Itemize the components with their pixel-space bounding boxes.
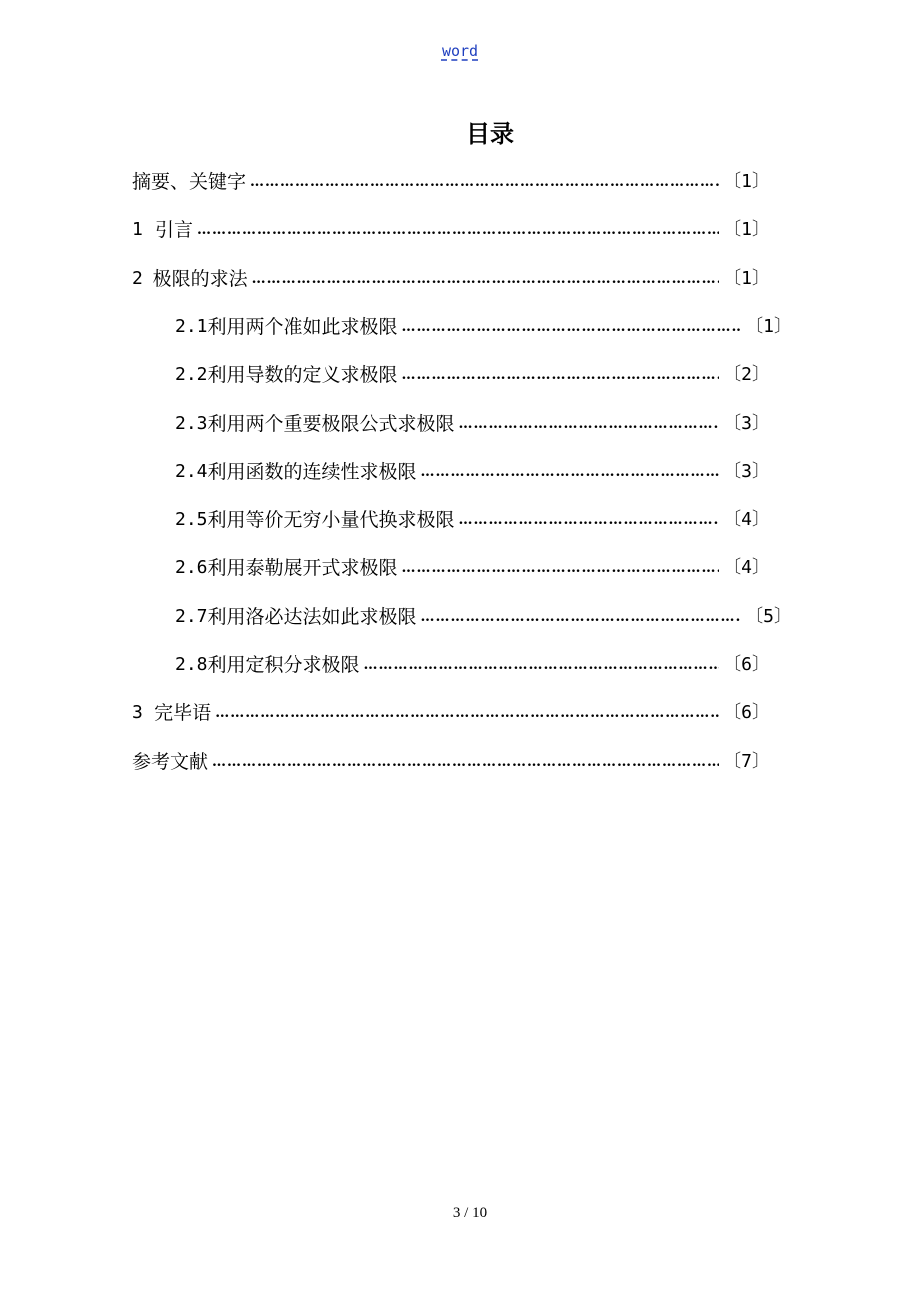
toc-dot-leader [364, 649, 720, 681]
toc-entry-2-4[interactable] [175, 456, 770, 488]
toc-dot-leader [197, 214, 719, 246]
toc-dot-leader [421, 601, 742, 633]
toc-entry-conclusion[interactable] [132, 697, 770, 729]
toc-entry-text: 利用两个重要极限公式求极限 [207, 412, 455, 435]
toc-dot-leader [402, 552, 720, 584]
toc-entry-2-1[interactable] [175, 311, 792, 343]
toc-entry-text: 利用泰勒展开式求极限 [207, 557, 398, 580]
toc-entry-number: 2.4 [175, 460, 208, 482]
toc-entry-2-8[interactable] [175, 649, 770, 681]
toc-entry-number: 1 [132, 219, 143, 241]
toc-entry-page: 〔3〕 [723, 412, 770, 434]
page-number-indicator: 3 / 10 [452, 1205, 488, 1221]
toc-dot-leader [459, 408, 720, 440]
toc-entry-number: 2.5 [175, 509, 208, 531]
toc-entry-number: 2.2 [175, 364, 208, 386]
toc-entry-text: 利用定积分求极限 [207, 654, 360, 676]
toc-entry-text: 摘要、关键字 [132, 171, 247, 193]
toc-entry-text: 参考文献 [132, 750, 209, 773]
toc-entry-page: 〔1〕 [723, 267, 770, 289]
toc-entry-page: 〔1〕 [723, 219, 770, 241]
toc-entry-abstract[interactable] [132, 166, 770, 198]
header-word-link[interactable] [0, 40, 920, 62]
toc-entry-number: 2.7 [175, 605, 208, 627]
toc-entry-text: 利用导数的定义求极限 [207, 364, 398, 387]
toc-entry-2-7[interactable] [175, 601, 792, 633]
toc-entry-number: 2 [132, 267, 143, 289]
toc-entry-page: 〔5〕 [745, 605, 792, 627]
toc-entry-number: 2.1 [175, 315, 208, 337]
toc-entry-page: 〔4〕 [723, 509, 770, 531]
toc-entry-page: 〔6〕 [723, 654, 770, 675]
toc-entry-2-6[interactable] [175, 552, 770, 584]
toc-entry-text: 利用函数的连续性求极限 [207, 460, 417, 483]
toc-entry-text: 完毕语 [154, 702, 212, 725]
toc-dot-leader [215, 697, 719, 729]
header-link-text[interactable]: word [441, 42, 479, 60]
toc-entry-number: 2.6 [175, 557, 208, 579]
toc-entry-text: 利用两个准如此求极限 [207, 315, 398, 338]
toc-entry-text: 极限的求法 [152, 267, 248, 290]
toc-entry-introduction[interactable] [132, 214, 770, 246]
toc-dot-leader [459, 504, 720, 536]
toc-dot-leader [421, 456, 720, 488]
toc-entry-page: 〔2〕 [723, 364, 770, 386]
toc-entry-2-2[interactable] [175, 359, 770, 391]
toc-entry-text: 引言 [154, 219, 193, 242]
toc-entry-page: 〔6〕 [723, 702, 770, 724]
toc-entry-2-5[interactable] [175, 504, 770, 536]
toc-entry-number: 3 [132, 702, 143, 724]
toc-entry-2-3[interactable] [175, 408, 770, 440]
toc-entry-number: 2.8 [175, 654, 208, 675]
toc-entry-text: 利用等价无穷小量代换求极限 [207, 509, 455, 532]
toc-dot-leader [250, 166, 719, 198]
toc-dot-leader [402, 359, 720, 391]
toc-entry-page: 〔4〕 [723, 557, 770, 579]
toc-entry-text: 利用洛必达法如此求极限 [207, 605, 417, 628]
toc-entry-number: 2.3 [175, 412, 208, 434]
toc-dot-leader [212, 746, 719, 778]
toc-dot-leader [402, 311, 742, 343]
toc-entry-page: 〔7〕 [723, 750, 770, 772]
toc-entry-references[interactable] [132, 746, 770, 778]
toc-entry-limit-methods[interactable] [132, 263, 770, 295]
toc-title: 目录 [466, 120, 514, 148]
toc-entry-page: 〔1〕 [745, 315, 792, 337]
toc-entry-page: 〔1〕 [723, 171, 770, 192]
toc-dot-leader [252, 263, 720, 295]
toc-entry-page: 〔3〕 [723, 460, 770, 482]
